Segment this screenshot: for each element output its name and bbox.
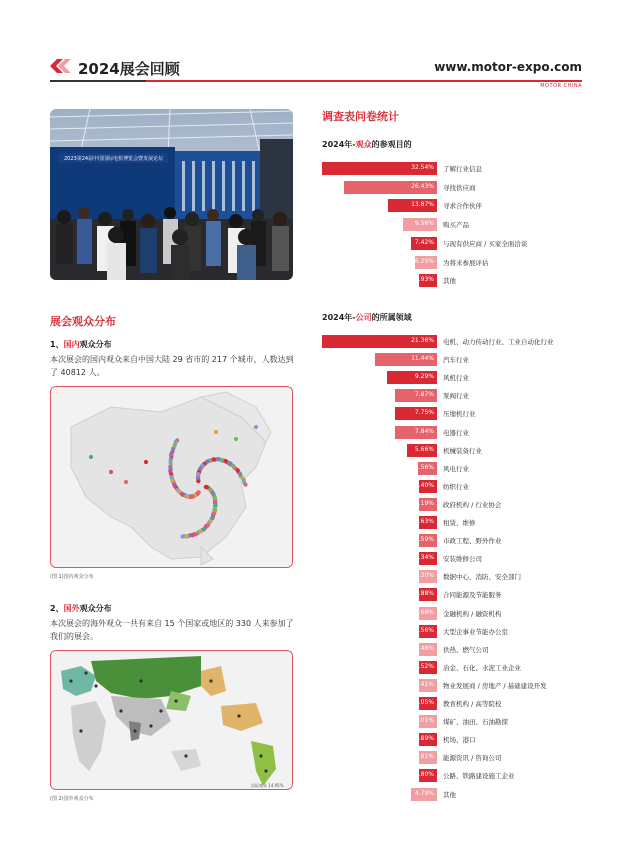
bar bbox=[414, 588, 437, 601]
bar-value-label: 5.66% bbox=[414, 445, 434, 453]
bar-row bbox=[0, 625, 632, 638]
bar-value-label: 1.68% bbox=[414, 608, 434, 616]
bar-row bbox=[0, 661, 632, 674]
bar bbox=[415, 256, 437, 269]
bar bbox=[414, 570, 437, 583]
bar-category-label: 数据中心、消防、安全部门 bbox=[443, 573, 521, 582]
bar-value-label: 32.54% bbox=[411, 164, 434, 171]
bar-row bbox=[0, 733, 632, 746]
bar bbox=[414, 715, 437, 728]
bar-row bbox=[0, 697, 632, 710]
bar bbox=[387, 371, 437, 384]
bar-value-label: 21.36% bbox=[411, 337, 434, 344]
bar bbox=[414, 462, 437, 475]
bar-category-label: 了解行业信息 bbox=[443, 165, 482, 173]
bar-value-label: 7.75% bbox=[414, 409, 434, 417]
bar bbox=[414, 552, 437, 565]
bar bbox=[414, 661, 437, 674]
bar bbox=[414, 480, 437, 493]
bar-value-label: 1.01% bbox=[414, 717, 434, 725]
purpose-chart-title bbox=[322, 139, 412, 150]
bar-category-label: 其他 bbox=[443, 277, 456, 286]
bar-category-label: 煤矿、油田、石油勘探 bbox=[443, 718, 508, 727]
field-chart-title bbox=[322, 312, 412, 323]
bar bbox=[414, 697, 437, 710]
bar-value-label: 1.56% bbox=[414, 626, 434, 634]
bar-value-label: 7.84% bbox=[414, 427, 434, 435]
bar-category-label: 风机行业 bbox=[443, 374, 469, 383]
bar-value-label: 7.42% bbox=[414, 238, 434, 246]
bar-row bbox=[0, 426, 632, 439]
bar-row bbox=[0, 570, 632, 583]
bar-category-label: 金融机构 / 融资机构 bbox=[443, 609, 502, 618]
bar-row bbox=[0, 218, 632, 231]
field-title-highlight: 公司 bbox=[355, 313, 372, 322]
bar-category-label: 寻求合作伙伴 bbox=[443, 202, 482, 211]
page-title: 2024展会回顾 bbox=[78, 60, 180, 78]
domestic-subtitle-prefix: 1、 bbox=[50, 340, 64, 349]
purpose-title-highlight: 观众 bbox=[355, 140, 372, 149]
bar-category-label: 为将来参展评估 bbox=[443, 258, 489, 267]
foreign-subtitle-prefix: 2、 bbox=[50, 604, 64, 613]
bar bbox=[395, 407, 437, 420]
foreign-description: 本次展会的海外观众一共有来自 15 个国家或地区的 330 人来参加了我们的展会。 bbox=[50, 619, 294, 641]
bar-value-label: 1.41% bbox=[414, 680, 434, 688]
bar-value-label: 3.93% bbox=[414, 276, 434, 284]
bar-value-label: 4.79% bbox=[414, 789, 434, 797]
bar bbox=[414, 498, 437, 511]
bar-category-label: 机场、港口 bbox=[443, 736, 476, 745]
bar-category-label: 物业发展商 / 房地产 / 基础建设开发 bbox=[443, 681, 547, 690]
bar-category-label: 供热、燃气公司 bbox=[443, 645, 489, 654]
city-dot bbox=[216, 457, 220, 461]
bar-value-label: 1.52% bbox=[414, 662, 434, 670]
bar-row bbox=[0, 353, 632, 366]
bar bbox=[414, 751, 437, 764]
website-link[interactable]: www.motor-expo.com bbox=[434, 60, 582, 74]
bar-value-label: 0.80% bbox=[414, 771, 434, 779]
field-title-prefix: 2024年- bbox=[322, 313, 356, 322]
domestic-subtitle-suffix: 观众分布 bbox=[79, 340, 112, 349]
bar-value-label: 3.40% bbox=[414, 481, 434, 489]
bar-row bbox=[0, 552, 632, 565]
bar-row bbox=[0, 444, 632, 457]
bar-row bbox=[0, 335, 632, 348]
bar-category-label: 能源资讯 / 咨询公司 bbox=[443, 754, 502, 763]
bar bbox=[411, 237, 437, 250]
foreign-map-label: 国际观众 14.95% bbox=[251, 783, 284, 788]
domestic-subtitle-highlight: 国内 bbox=[63, 340, 80, 349]
bar-row bbox=[0, 643, 632, 656]
bar-category-label: 安装维修公司 bbox=[443, 555, 482, 564]
bar-category-label: 租赁、维修 bbox=[443, 519, 476, 527]
field-title-suffix: 的所属领域 bbox=[371, 313, 412, 322]
bar-row bbox=[0, 389, 632, 402]
bar-row bbox=[0, 516, 632, 529]
bar-value-label: 3.19% bbox=[414, 499, 434, 507]
bar bbox=[411, 788, 437, 801]
bar-category-label: 合同能源及节能服务 bbox=[443, 591, 502, 600]
bar-row bbox=[0, 462, 632, 475]
bar-value-label: 9.29% bbox=[414, 373, 434, 381]
bar-row bbox=[0, 715, 632, 728]
bar-row bbox=[0, 498, 632, 511]
bar-category-label: 与现有供应商 / 买家全面洽谈 bbox=[443, 239, 528, 248]
bar-category-label: 压缩机行业 bbox=[443, 410, 476, 419]
bar-row bbox=[0, 534, 632, 547]
bar-category-label: 泵阀行业 bbox=[443, 392, 469, 401]
bar-row bbox=[0, 769, 632, 782]
bar-row bbox=[0, 237, 632, 250]
bar-row bbox=[0, 407, 632, 420]
bar-value-label: 0.81% bbox=[414, 753, 434, 761]
bar-category-label: 市政工程、野外作业 bbox=[443, 537, 502, 546]
bar bbox=[414, 534, 437, 547]
bar-category-label: 电机、动力传动行业、工业自动化行业 bbox=[443, 338, 554, 346]
bar-row bbox=[0, 256, 632, 269]
bar-category-label: 其他 bbox=[443, 790, 456, 799]
foreign-subtitle-highlight: 国外 bbox=[63, 604, 80, 613]
bar-row bbox=[0, 751, 632, 764]
bar bbox=[414, 643, 437, 656]
bar bbox=[414, 679, 437, 692]
country-dot bbox=[79, 729, 82, 732]
bar-value-label: 2.34% bbox=[414, 554, 434, 562]
bar bbox=[375, 353, 437, 366]
bar-value-label: 13.87% bbox=[411, 201, 434, 209]
bar bbox=[414, 274, 437, 287]
bar bbox=[414, 516, 437, 529]
bar bbox=[414, 733, 437, 746]
bar-value-label: 7.87% bbox=[414, 391, 434, 399]
bar-row bbox=[0, 788, 632, 801]
exhibition-photo-graphic bbox=[50, 109, 293, 280]
bar-category-label: 纺织行业 bbox=[443, 482, 469, 491]
photo-banner-text: 2023第24届中国国际电机博览会暨发展论坛 bbox=[64, 156, 164, 162]
bar-category-label: 公路、铁路建设施工企业 bbox=[443, 772, 515, 781]
bar bbox=[395, 426, 437, 439]
bar-category-label: 寻找供应商 bbox=[443, 183, 476, 192]
bar-category-label: 大型企事业节能办公室 bbox=[443, 627, 508, 636]
bar-category-label: 冶金、石化、水泥工业企业 bbox=[443, 663, 521, 672]
bar-value-label: 6.25% bbox=[414, 257, 434, 265]
bar bbox=[322, 335, 437, 348]
bar-value-label: 11.44% bbox=[411, 355, 434, 363]
domestic-map-caption: (图 1)国内观众分布 bbox=[50, 574, 94, 580]
bar-value-label: 9.56% bbox=[414, 220, 434, 228]
bar-row bbox=[0, 162, 632, 175]
bar-value-label: 1.88% bbox=[414, 590, 434, 598]
bar bbox=[407, 444, 437, 457]
bar bbox=[322, 162, 437, 175]
bar bbox=[414, 625, 437, 638]
bar-row bbox=[0, 588, 632, 601]
purpose-title-suffix: 的参观目的 bbox=[371, 140, 412, 149]
bar-category-label: 电器行业 bbox=[443, 428, 469, 437]
bar-value-label: 2.63% bbox=[414, 518, 434, 525]
bar bbox=[344, 181, 437, 194]
bar-row bbox=[0, 480, 632, 493]
bar-value-label: 0.89% bbox=[414, 735, 434, 743]
bar-row bbox=[0, 679, 632, 692]
bar bbox=[388, 199, 437, 212]
domestic-description: 本次展会的国内观众来自中国大陆 29 省市的 217 个城市，人数达到了 40812 人。 bbox=[50, 355, 294, 377]
bar-row bbox=[0, 607, 632, 620]
bar bbox=[395, 389, 437, 402]
bar-value-label: 3.56% bbox=[414, 463, 434, 471]
foreign-map-caption: (图 2)国外观众分布 bbox=[50, 796, 94, 802]
bar-value-label: 26.43% bbox=[411, 182, 434, 190]
bar-category-label: 政府机构 / 行业协会 bbox=[443, 500, 502, 509]
bar-category-label: 风电行业 bbox=[443, 464, 469, 473]
bar bbox=[414, 607, 437, 620]
bar-category-label: 汽车行业 bbox=[443, 356, 469, 365]
bar bbox=[414, 769, 437, 782]
bar-value-label: 2.30% bbox=[414, 572, 434, 580]
bar bbox=[403, 218, 437, 231]
bar-value-label: 2.59% bbox=[414, 536, 434, 544]
bar-row bbox=[0, 199, 632, 212]
bar-category-label: 机械装备行业 bbox=[443, 446, 482, 455]
bar-row bbox=[0, 181, 632, 194]
header-rule-accent bbox=[50, 80, 146, 82]
purpose-title-prefix: 2024年- bbox=[322, 140, 356, 149]
exhibition-photo bbox=[50, 109, 293, 280]
bar-value-label: 1.05% bbox=[414, 699, 434, 706]
country-dot bbox=[133, 729, 136, 732]
bar-row bbox=[0, 371, 632, 384]
distribution-title: 展会观众分布 bbox=[50, 315, 116, 328]
bar-category-label: 购买产品 bbox=[443, 221, 469, 230]
bar-category-label: 教育机构 / 高等院校 bbox=[443, 700, 502, 708]
brand-label: MOTOR CHINA bbox=[540, 83, 582, 89]
foreign-subtitle-suffix: 观众分布 bbox=[79, 604, 112, 613]
city-dot bbox=[212, 492, 216, 496]
expo-logo-icon bbox=[50, 58, 72, 74]
bar-row bbox=[0, 274, 632, 287]
city-dot bbox=[169, 475, 173, 479]
bar-value-label: 1.48% bbox=[414, 644, 434, 652]
survey-title: 调查表问卷统计 bbox=[322, 110, 399, 123]
